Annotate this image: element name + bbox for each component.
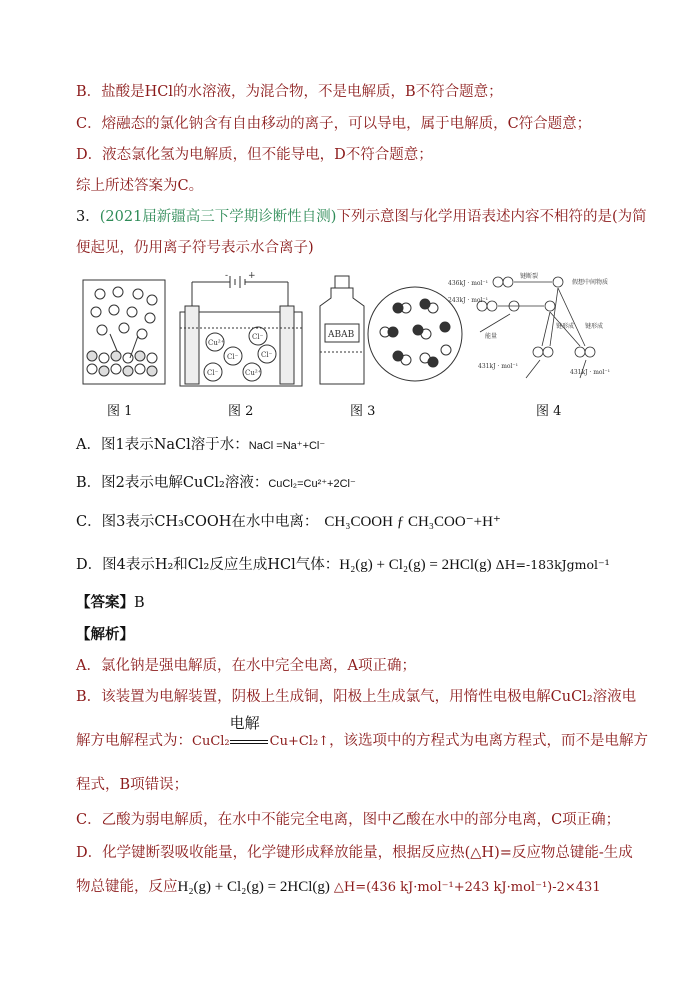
question-3-line-2: 便起见，仍用离子符号表示水合离子) <box>76 240 314 256</box>
analysis-b-text: B．该装置为电解装置，阴极上生成铜，阳极上生成氯气，用惰性电极电解 <box>76 689 551 705</box>
summary-line: 综上所述答案为C。 <box>76 178 204 194</box>
option-d-explanation: D．液态氯化氢为电解质，但不能导电，D不符合题意； <box>76 147 433 163</box>
option-c-text: C．图3表示CH₃COOH在水中电离： <box>76 514 319 530</box>
analysis-b2-eq-right: Cu+Cl₂↑ <box>269 734 330 749</box>
fig4-form-label: 键形成 <box>585 323 604 330</box>
fig4-energy-label: 436kJ · mol⁻¹ <box>448 280 489 287</box>
fig4-energy-label: 243kJ · mol⁻¹ <box>448 297 489 304</box>
answer-line <box>76 593 145 613</box>
analysis-b2-text-end: ，该选项中的方程式为电离方程式，而不是电解方 <box>329 733 649 749</box>
fig4-energy-label: 431kJ · mol⁻¹ <box>570 369 611 376</box>
fig2-ion-label: Cl⁻ <box>252 333 264 341</box>
svg-text:-: - <box>225 272 229 281</box>
fig2-ion-label: Cl⁻ <box>261 351 273 359</box>
fig2-ion-label: Cl⁻ <box>227 353 239 361</box>
fig2-ion-label: Cu²⁺ <box>208 339 225 347</box>
fig4-break-label: 键断裂 <box>520 273 539 280</box>
answer-value: B <box>134 595 145 611</box>
option-c <box>76 512 501 532</box>
figure-2-electrolysis-cell <box>180 272 302 386</box>
figure-strip <box>80 272 625 387</box>
electrolysis-condition-text: 电解 <box>229 714 260 732</box>
analysis-d-line-1: D．化学键断裂吸收能量，化学键形成释放能量，根据反应热(△H)=反应物总键能-生成 <box>76 845 633 861</box>
question-3-line-1 <box>76 207 647 227</box>
option-c-equation: CH₃COOH ƒ CH₃COO⁻+H⁺ <box>324 514 501 530</box>
question-number: 3． <box>76 209 100 225</box>
analysis-b-line-3: 程式，B项错误； <box>76 777 189 793</box>
electrolysis-condition <box>229 714 270 751</box>
svg-text:+: + <box>248 272 256 281</box>
option-a-text: A．图1表示NaCl溶于水： <box>76 437 249 453</box>
fig4-energy-label: 431kJ · mol⁻¹ <box>478 363 519 370</box>
question-source: (2021届新疆高三下学期诊断性自测) <box>99 209 337 225</box>
option-b-equation: CuCl₂=Cu²⁺+2Cl⁻ <box>268 478 356 490</box>
option-b-explanation: B．盐酸是HCl的水溶液，为混合物，不是电解质，B不符合题意； <box>76 84 503 100</box>
answer-label: 【答案】 <box>76 594 134 611</box>
analysis-b2-text: 解方电解程式为： <box>76 733 192 749</box>
fig3-bottle-label: ABAB <box>328 330 355 340</box>
option-d <box>76 555 610 575</box>
figure-caption: 图 3 <box>350 404 376 419</box>
question-text-1: 下列示意图与化学用语表述内容不相符的是(为简 <box>336 209 647 225</box>
analysis-d2-text: 物总键能，反应 <box>76 879 178 895</box>
fig4-hypo-label: 假想中间物质 <box>572 279 609 286</box>
analysis-b2-eq-left: CuCl₂ <box>192 734 230 749</box>
fig4-form-label: 键形成 <box>556 323 575 330</box>
analysis-b-text-end: CuCl₂溶液电 <box>550 689 637 705</box>
option-a-equation: NaCl =Na⁺+Cl⁻ <box>248 440 326 452</box>
figure-caption: 图 2 <box>228 404 254 419</box>
option-d-enthalpy: ΔH=-183kJgmol⁻¹ <box>495 557 610 572</box>
option-a <box>76 435 325 456</box>
analysis-c: C．乙酸为弱电解质，在水中不能完全电离，图中乙酸在水中的部分电离，C项正确； <box>76 812 621 828</box>
analysis-b-line-1 <box>76 687 636 707</box>
figure-caption: 图 1 <box>107 404 133 419</box>
fig2-ion-label: Cu²⁺ <box>245 369 262 377</box>
figure-1-nacl-dissolving <box>83 280 165 384</box>
analysis-d2-enthalpy: △H=(436 kJ·mol⁻¹+243 kJ·mol⁻¹)-2×431 <box>333 880 601 895</box>
fig4-energy-word: 能量 <box>485 333 498 340</box>
option-d-text: D．图4表示H₂和Cl₂反应生成HCl气体： <box>76 557 340 573</box>
figure-3-acetic-acid <box>320 276 462 384</box>
option-b <box>76 473 356 494</box>
option-c-explanation: C．熔融态的氯化钠含有自由移动的离子，可以导电，属于电解质，C符合题意； <box>76 116 592 132</box>
option-b-text: B．图2表示电解CuCl₂溶液： <box>76 475 269 491</box>
analysis-a: A．氯化钠是强电解质，在水中完全电离，A项正确； <box>76 658 416 674</box>
analysis-d2-equation: H₂(g) + Cl₂(g) = 2HCl(g) <box>177 879 330 895</box>
analysis-d-line-2 <box>76 877 601 898</box>
fig2-ion-label: Cl⁻ <box>207 369 219 377</box>
option-d-equation: H₂(g) + Cl₂(g) = 2HCl(g) <box>339 557 492 573</box>
figure-caption: 图 4 <box>536 404 562 419</box>
analysis-b-line-2 <box>76 714 649 752</box>
figure-4-bond-energy <box>448 272 610 378</box>
analysis-label: 【解析】 <box>76 626 134 643</box>
